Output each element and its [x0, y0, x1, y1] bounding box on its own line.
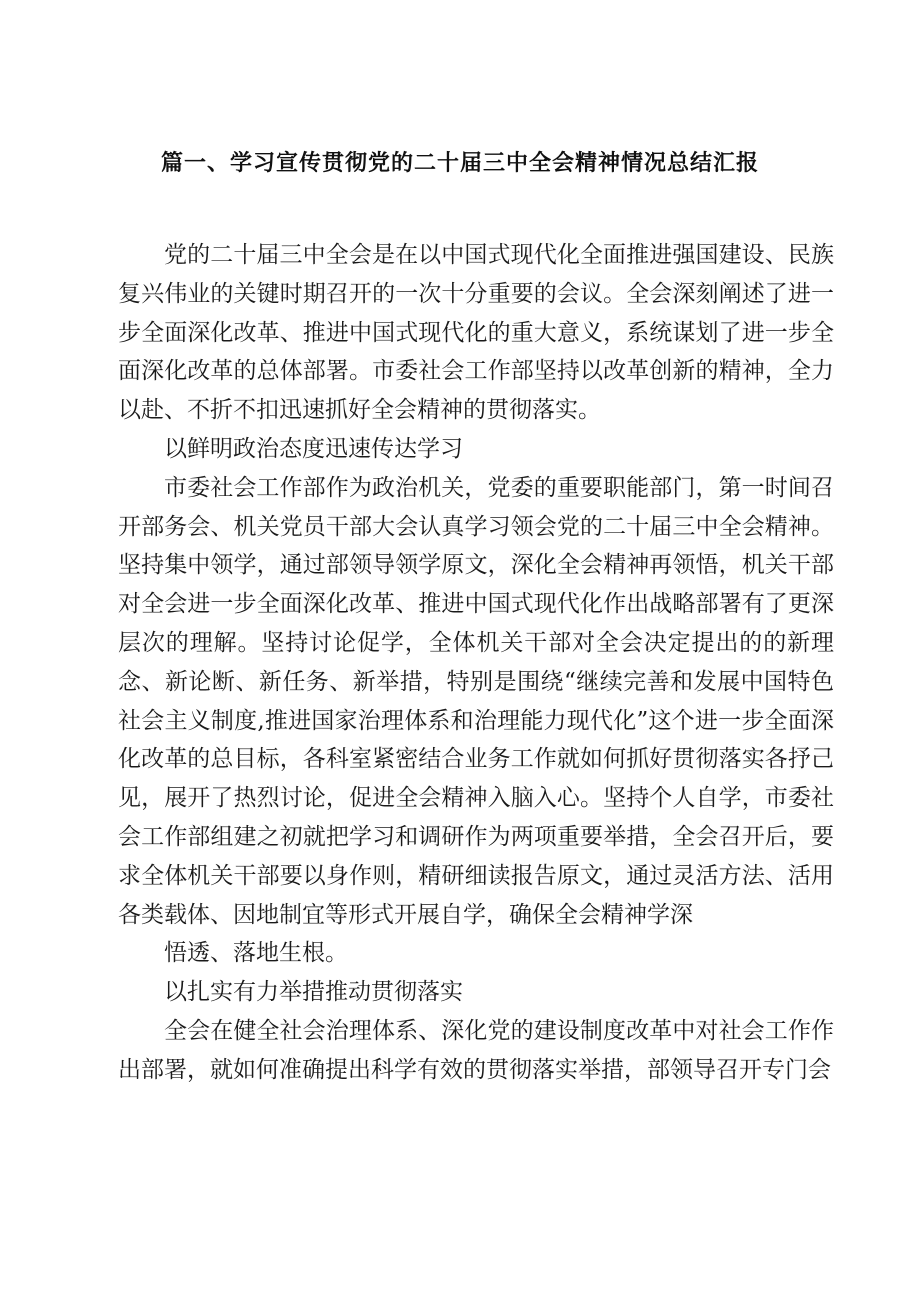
study-paragraph: 市委社会工作部作为政治机关，党委的重要职能部门，第一时间召开部务会、机关党员干部大会认真学习领会党的二十届三中全会精神。坚持集中领学，通过部领导领学原文，深化全会精神再领悟，机关干部对全会进一步全面深化改革、推进中国式现代化作出战略部署有了更深层次的理解。坚持讨论促学，全体机关干部对全会决定提出的的新理念、新论断、新任务、新举措，特别是围绕“继续完善和发展中国特色社会主义制度,推进国家治理体系和治理能力现代化”这个进一步全面深化改革的总目标，各科室紧密结合业务工作就如何抓好贯彻落实各抒己见，展开了热烈讨论，促进全会精神入脑入心。坚持个人自学，市委社会工作部组建之初就把学习和调研作为两项重要举措，全会召开后，要求全体机关干部要以身作则，精研细读报告原文，通过灵活方法、活用各类载体、因地制宜等形式开展自学，确保全会精神学深: [118, 474, 834, 928]
study-paragraph-continuation: 悟透、落地生根。: [164, 940, 348, 967]
implementation-paragraph: 全会在健全社会治理体系、深化党的建设制度改革中对社会工作作出部署，就如何准确提出科学有效的贯彻落实举措，部领导召开专门会: [118, 1017, 834, 1083]
intro-paragraph: 党的二十届三中全会是在以中国式现代化全面推进强国建设、民族复兴伟业的关键时期召开的一次十分重要的会议。全会深刻阐述了进一步全面深化改革、推进中国式现代化的重大意义，系统谋划了进一步全面深化改革的总体部署。市委社会工作部坚持以改革创新的精神，全力以赴、不折不扣迅速抓好全会精神的贯彻落实。: [118, 242, 834, 424]
document-title: 篇一、学习宣传贯彻党的二十届三中全会精神情况总结汇报: [160, 150, 759, 176]
section-heading-implementation: 以扎实有力举措推动贯彻落实: [164, 979, 463, 1006]
document-body: [118, 236, 834, 1090]
section-heading-study: 以鲜明政治态度迅速传达学习: [164, 435, 463, 462]
